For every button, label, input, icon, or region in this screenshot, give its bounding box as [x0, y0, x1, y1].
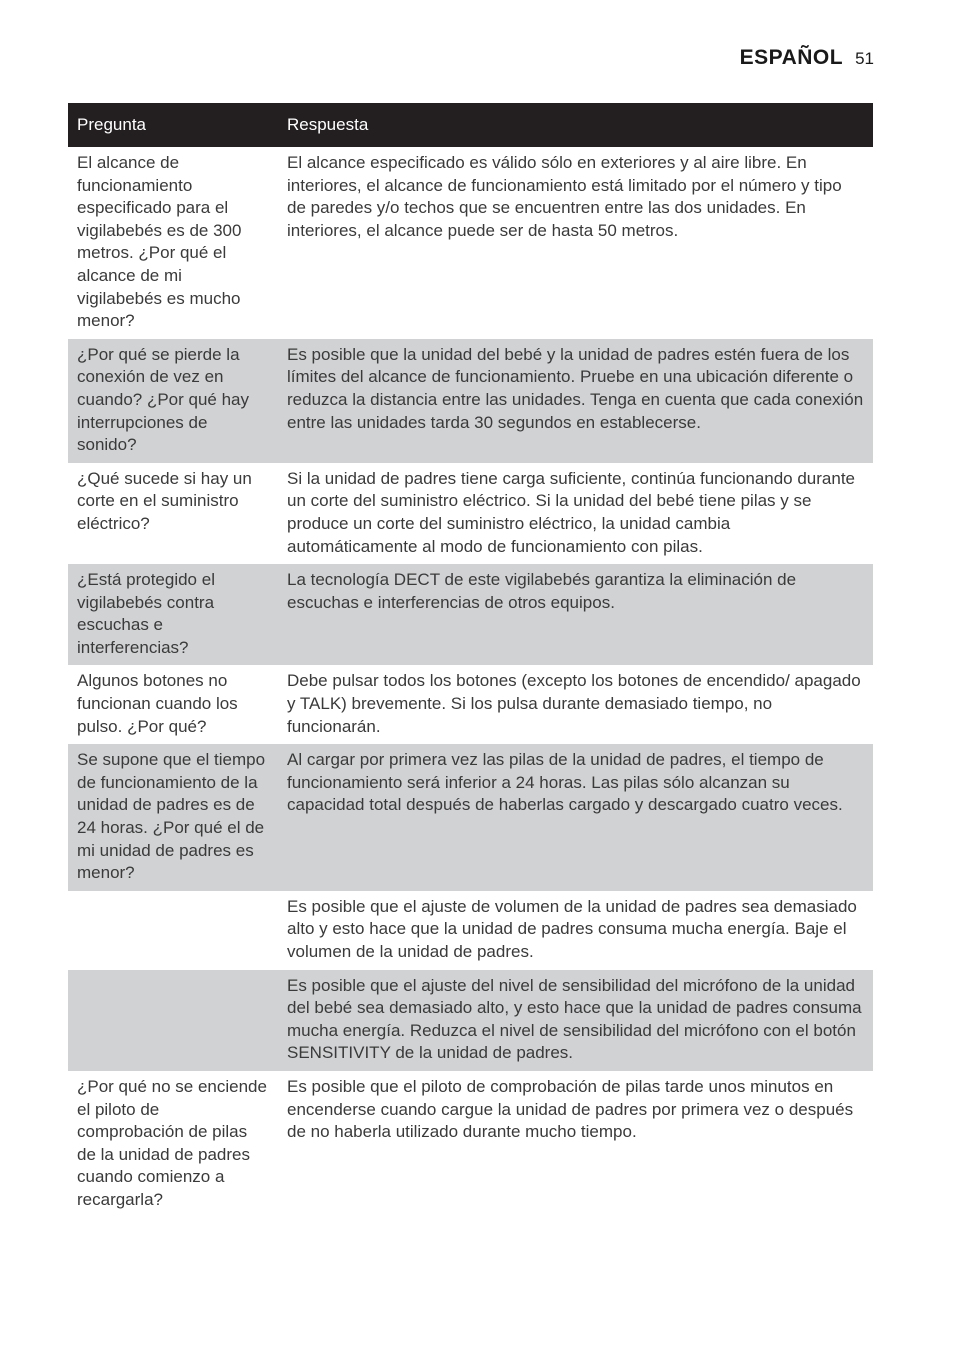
answer-cell: Es posible que el piloto de comprobación de pilas tarde unos minutos en encenderse cuando cargue la unidad de padres por primera vez o después de no haberla utilizado durante mucho tiempo.	[287, 1076, 854, 1142]
table-row	[68, 891, 873, 970]
question-cell: Se supone que el tiempo de funcionamiento de la unidad de padres es de 24 horas. ¿Por qué el de mi unidad de padres es menor?	[68, 744, 278, 891]
answer-cell: Es posible que el ajuste de volumen de la unidad de padres sea demasiado alto y esto hace que la unidad de padres consuma mucha energía. Baje el volumen de la unidad de padres.	[287, 896, 857, 961]
answer-cell: Es posible que el ajuste del nivel de sensibilidad del micrófono de la unidad del bebé sea demasiado alto, y esto hace que la unidad de padres consuma mucha energía. Reduzca el nivel de sensibilidad del micrófono con el botón SENSITIVITY de la unidad de padres.	[278, 970, 873, 1071]
question-cell: El alcance de funcionamiento especificado para el vigilabebés es de 300 metros. ¿Por qué el alcance de mi vigilabebés es mucho menor?	[77, 153, 242, 331]
answer-cell: Si la unidad de padres tiene carga suficiente, continúa funcionando durante un corte del suministro eléctrico. Si la unidad del bebé tiene pilas y se produce un corte del suministro eléctrico, la unidad cambia automáticamente al modo de funcionamiento con pilas.	[287, 468, 856, 556]
column-header-answer: Respuesta	[278, 103, 873, 147]
table-row	[68, 744, 873, 891]
page-number: 51	[855, 49, 874, 68]
question-cell: ¿Por qué no se enciende el piloto de comprobación de pilas de la unidad de padres cuando comienzo a recargarla?	[77, 1076, 267, 1209]
answer-cell: Al cargar por primera vez las pilas de la unidad de padres, el tiempo de funcionamiento será inferior a 24 horas. Las pilas sólo alcanzan su capacidad total después de haberlas cargado y descargado cuatro veces.	[278, 744, 873, 891]
question-cell: ¿Qué sucede si hay un corte en el suministro eléctrico?	[77, 468, 252, 533]
table-row	[68, 665, 873, 744]
answer-cell: La tecnología DECT de este vigilabebés garantiza la eliminación de escuchas e interferencias de otros equipos.	[278, 564, 873, 665]
question-cell: Algunos botones no funcionan cuando los pulso. ¿Por qué?	[77, 671, 238, 736]
answer-cell: Debe pulsar todos los botones (excepto los botones de encendido/ apagado y TALK) brevemente. Si los pulsa durante demasiado tiempo, no funcionarán.	[287, 671, 861, 736]
table-row	[68, 564, 873, 665]
table-row	[68, 1071, 873, 1218]
table-row	[68, 339, 873, 463]
question-cell: ¿Está protegido el vigilabebés contra escuchas e interferencias?	[68, 564, 278, 665]
question-cell: ¿Por qué se pierde la conexión de vez en cuando? ¿Por qué hay interrupciones de sonido?	[68, 339, 278, 463]
table-header-row	[68, 103, 873, 147]
table-row	[68, 463, 873, 564]
question-cell	[68, 970, 278, 1071]
faq-table	[68, 103, 873, 1218]
answer-cell: Es posible que la unidad del bebé y la unidad de padres estén fuera de los límites del alcance de funcionamiento. Pruebe en una ubicación diferente o reduzca la distancia entre las unidades. Tenga en cuenta que cada conexión entre las unidades tarda 30 segundos en establecerse.	[278, 339, 873, 463]
answer-cell: El alcance especificado es válido sólo en exteriores y al aire libre. En interiores, el alcance de funcionamiento está limitado por el número y tipo de paredes y/o techos que se encuentren entre las dos unidades. En interiores, el alcance puede ser de hasta 50 metros.	[287, 153, 842, 240]
column-header-question: Pregunta	[68, 103, 278, 147]
page-header	[740, 46, 874, 70]
table-row	[68, 147, 873, 339]
table-row	[68, 970, 873, 1071]
language-label: ESPAÑOL	[739, 46, 844, 69]
question-cell	[68, 891, 278, 970]
